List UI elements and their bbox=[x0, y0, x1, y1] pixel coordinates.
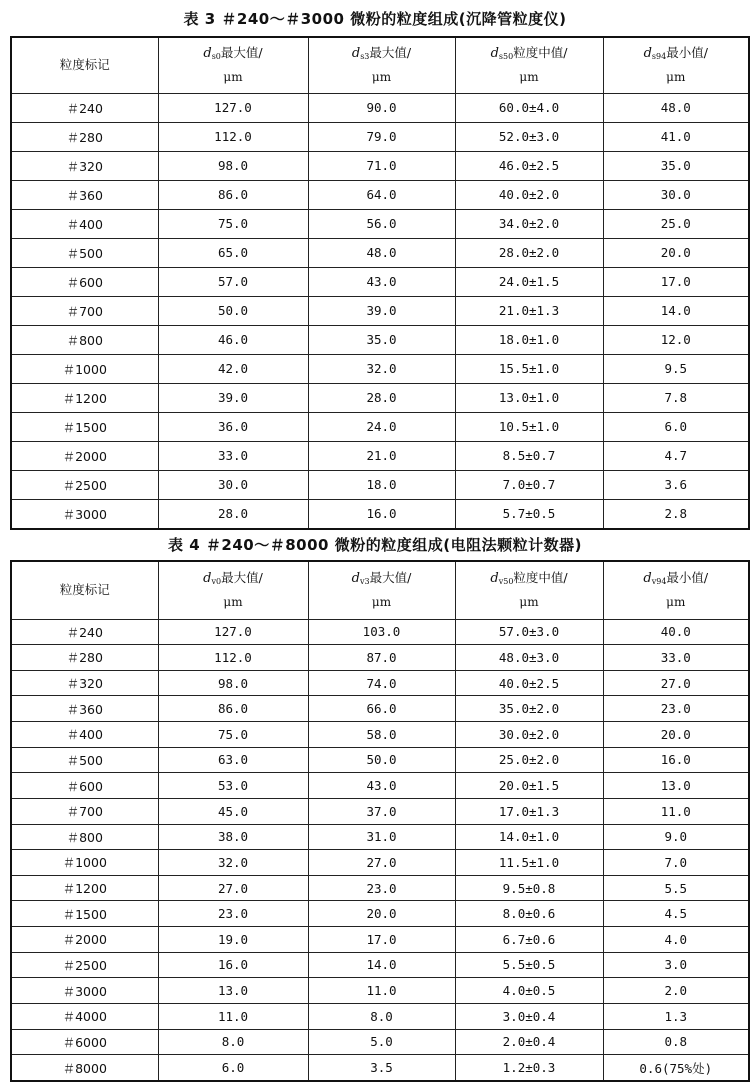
table-row bbox=[11, 850, 749, 876]
header-col-4 bbox=[603, 561, 749, 619]
cell-value: 2.0 bbox=[603, 978, 749, 1004]
cell-value: 5.7±0.5 bbox=[455, 499, 603, 529]
cell-value: 39.0 bbox=[308, 296, 455, 325]
cell-value: 86.0 bbox=[158, 180, 308, 209]
cell-value: 5.5±0.5 bbox=[455, 952, 603, 978]
header-col-1 bbox=[158, 37, 308, 93]
header-label: 粒度中值/ bbox=[513, 570, 568, 586]
cell-value: 16.0 bbox=[158, 952, 308, 978]
cell-value: 7.0±0.7 bbox=[455, 470, 603, 499]
cell-grade-mark: ＃6000 bbox=[11, 1029, 158, 1055]
cell-value: 16.0 bbox=[603, 747, 749, 773]
table-row bbox=[11, 383, 749, 412]
cell-value: 5.5 bbox=[603, 875, 749, 901]
cell-value: 58.0 bbox=[308, 722, 455, 748]
header-label-line bbox=[456, 43, 603, 67]
cell-value: 36.0 bbox=[158, 412, 308, 441]
header-label: 最小值/ bbox=[666, 570, 709, 586]
cell-value: 40.0±2.5 bbox=[455, 670, 603, 696]
cell-value: 11.0 bbox=[603, 798, 749, 824]
cell-value: 4.0 bbox=[603, 927, 749, 953]
table-row bbox=[11, 296, 749, 325]
header-label: 最大值/ bbox=[369, 45, 412, 61]
cell-value: 43.0 bbox=[308, 773, 455, 799]
header-unit: μm bbox=[371, 595, 392, 610]
cell-value: 19.0 bbox=[158, 927, 308, 953]
header-symbol: d bbox=[643, 571, 652, 587]
cell-value: 28.0 bbox=[158, 499, 308, 529]
header-grade-mark: 粒度标记 bbox=[11, 37, 158, 93]
cell-value: 11.5±1.0 bbox=[455, 850, 603, 876]
table3-header-row bbox=[11, 37, 749, 93]
table-row bbox=[11, 151, 749, 180]
cell-value: 40.0 bbox=[603, 619, 749, 645]
cell-value: 98.0 bbox=[158, 670, 308, 696]
cell-grade-mark: ＃240 bbox=[11, 93, 158, 122]
header-unit: μm bbox=[666, 70, 686, 85]
cell-grade-mark: ＃2000 bbox=[11, 927, 158, 953]
cell-value: 4.7 bbox=[603, 441, 749, 470]
header-subscript: v3 bbox=[360, 577, 370, 587]
cell-value: 63.0 bbox=[158, 747, 308, 773]
cell-value: 3.5 bbox=[308, 1055, 455, 1081]
cell-grade-mark: ＃600 bbox=[11, 267, 158, 296]
header-label: 最大值/ bbox=[369, 570, 412, 586]
table-row bbox=[11, 325, 749, 354]
table-row bbox=[11, 1055, 749, 1081]
cell-value: 4.5 bbox=[603, 901, 749, 927]
cell-grade-mark: ＃320 bbox=[11, 151, 158, 180]
cell-value: 11.0 bbox=[308, 978, 455, 1004]
cell-value: 20.0 bbox=[603, 722, 749, 748]
cell-grade-mark: ＃600 bbox=[11, 773, 158, 799]
cell-value: 52.0±3.0 bbox=[455, 122, 603, 151]
cell-grade-mark: ＃800 bbox=[11, 325, 158, 354]
header-unit: μm bbox=[223, 70, 243, 85]
cell-value: 15.5±1.0 bbox=[455, 354, 603, 383]
cell-value: 65.0 bbox=[158, 238, 308, 267]
cell-value: 21.0±1.3 bbox=[455, 296, 603, 325]
header-grade-mark: 粒度标记 bbox=[11, 561, 158, 619]
header-subscript: s3 bbox=[360, 52, 370, 62]
cell-value: 71.0 bbox=[308, 151, 455, 180]
cell-grade-mark: ＃360 bbox=[11, 696, 158, 722]
cell-value: 48.0±3.0 bbox=[455, 645, 603, 671]
cell-value: 90.0 bbox=[308, 93, 455, 122]
cell-value: 32.0 bbox=[158, 850, 308, 876]
header-subscript: v0 bbox=[211, 577, 222, 587]
header-symbol: d bbox=[490, 46, 499, 62]
cell-grade-mark: ＃3000 bbox=[11, 978, 158, 1004]
table-row bbox=[11, 978, 749, 1004]
cell-value: 14.0 bbox=[308, 952, 455, 978]
cell-value: 9.0 bbox=[603, 824, 749, 850]
cell-value: 27.0 bbox=[158, 875, 308, 901]
cell-value: 7.0 bbox=[603, 850, 749, 876]
cell-value: 50.0 bbox=[308, 747, 455, 773]
header-label-line bbox=[159, 43, 308, 67]
table-row bbox=[11, 722, 749, 748]
table-row bbox=[11, 209, 749, 238]
header-label-line bbox=[159, 568, 308, 592]
cell-value: 98.0 bbox=[158, 151, 308, 180]
table-row bbox=[11, 267, 749, 296]
cell-value: 35.0 bbox=[308, 325, 455, 354]
cell-value: 86.0 bbox=[158, 696, 308, 722]
cell-value: 1.3 bbox=[603, 1003, 749, 1029]
table-row bbox=[11, 238, 749, 267]
cell-value: 103.0 bbox=[308, 619, 455, 645]
cell-value: 57.0±3.0 bbox=[455, 619, 603, 645]
header-label-line bbox=[309, 568, 455, 592]
header-unit: μm bbox=[223, 595, 243, 610]
cell-grade-mark: ＃1000 bbox=[11, 354, 158, 383]
table-row bbox=[11, 670, 749, 696]
cell-value: 112.0 bbox=[158, 645, 308, 671]
cell-value: 9.5 bbox=[603, 354, 749, 383]
cell-value: 53.0 bbox=[158, 773, 308, 799]
cell-grade-mark: ＃320 bbox=[11, 670, 158, 696]
header-col-3 bbox=[455, 561, 603, 619]
table-row bbox=[11, 645, 749, 671]
cell-grade-mark: ＃1500 bbox=[11, 901, 158, 927]
header-subscript: v50 bbox=[498, 577, 514, 587]
cell-value: 33.0 bbox=[603, 645, 749, 671]
header-label: 粒度中值/ bbox=[513, 45, 568, 61]
table4-header bbox=[11, 561, 749, 619]
cell-value: 20.0 bbox=[603, 238, 749, 267]
cell-value: 3.6 bbox=[603, 470, 749, 499]
cell-value: 28.0 bbox=[308, 383, 455, 412]
table-row bbox=[11, 122, 749, 151]
table3 bbox=[10, 36, 750, 530]
header-col-3 bbox=[455, 37, 603, 93]
cell-value: 45.0 bbox=[158, 798, 308, 824]
cell-value: 30.0 bbox=[158, 470, 308, 499]
table-row bbox=[11, 180, 749, 209]
header-label-line bbox=[456, 568, 603, 592]
table-row bbox=[11, 412, 749, 441]
cell-grade-mark: ＃280 bbox=[11, 122, 158, 151]
cell-value: 5.0 bbox=[308, 1029, 455, 1055]
cell-grade-mark: ＃3000 bbox=[11, 499, 158, 529]
cell-value: 42.0 bbox=[158, 354, 308, 383]
cell-value: 4.0±0.5 bbox=[455, 978, 603, 1004]
cell-value: 37.0 bbox=[308, 798, 455, 824]
cell-value: 32.0 bbox=[308, 354, 455, 383]
cell-value: 46.0 bbox=[158, 325, 308, 354]
cell-value: 23.0 bbox=[308, 875, 455, 901]
cell-value: 41.0 bbox=[603, 122, 749, 151]
table-row bbox=[11, 901, 749, 927]
cell-value: 57.0 bbox=[158, 267, 308, 296]
cell-grade-mark: ＃240 bbox=[11, 619, 158, 645]
cell-grade-mark: ＃400 bbox=[11, 722, 158, 748]
cell-value: 24.0 bbox=[308, 412, 455, 441]
cell-value: 127.0 bbox=[158, 93, 308, 122]
cell-value: 0.8 bbox=[603, 1029, 749, 1055]
table3-body bbox=[11, 93, 749, 529]
header-symbol: d bbox=[203, 46, 212, 62]
cell-value: 2.0±0.4 bbox=[455, 1029, 603, 1055]
cell-value: 27.0 bbox=[603, 670, 749, 696]
cell-grade-mark: ＃700 bbox=[11, 798, 158, 824]
header-unit: μm bbox=[371, 70, 392, 85]
header-symbol: d bbox=[351, 571, 360, 587]
cell-value: 60.0±4.0 bbox=[455, 93, 603, 122]
header-symbol: d bbox=[351, 46, 361, 62]
cell-value: 127.0 bbox=[158, 619, 308, 645]
cell-value: 21.0 bbox=[308, 441, 455, 470]
cell-grade-mark: ＃360 bbox=[11, 180, 158, 209]
table-row bbox=[11, 619, 749, 645]
cell-grade-mark: ＃2500 bbox=[11, 470, 158, 499]
table4 bbox=[10, 560, 750, 1082]
cell-value: 112.0 bbox=[158, 122, 308, 151]
cell-grade-mark: ＃1500 bbox=[11, 412, 158, 441]
header-symbol: d bbox=[203, 571, 212, 587]
cell-value: 33.0 bbox=[158, 441, 308, 470]
cell-value: 8.0 bbox=[158, 1029, 308, 1055]
header-unit: μm bbox=[519, 70, 539, 85]
cell-value: 14.0 bbox=[603, 296, 749, 325]
cell-value: 39.0 bbox=[158, 383, 308, 412]
table-row bbox=[11, 747, 749, 773]
cell-value: 75.0 bbox=[158, 209, 308, 238]
cell-grade-mark: ＃1200 bbox=[11, 383, 158, 412]
cell-value: 20.0±1.5 bbox=[455, 773, 603, 799]
cell-value: 34.0±2.0 bbox=[455, 209, 603, 238]
table-row bbox=[11, 1003, 749, 1029]
cell-value: 30.0±2.0 bbox=[455, 722, 603, 748]
cell-value: 40.0±2.0 bbox=[455, 180, 603, 209]
table-row bbox=[11, 1029, 749, 1055]
table-row bbox=[11, 798, 749, 824]
cell-value: 6.7±0.6 bbox=[455, 927, 603, 953]
cell-value: 8.0±0.6 bbox=[455, 901, 603, 927]
cell-value: 35.0 bbox=[603, 151, 749, 180]
header-col-1 bbox=[158, 561, 308, 619]
table3-caption: 表 3 ＃240～＃3000 微粉的粒度组成(沉降管粒度仪) bbox=[183, 10, 567, 28]
cell-value: 56.0 bbox=[308, 209, 455, 238]
cell-grade-mark: ＃800 bbox=[11, 824, 158, 850]
cell-value: 8.5±0.7 bbox=[455, 441, 603, 470]
cell-grade-mark: ＃400 bbox=[11, 209, 158, 238]
cell-value: 50.0 bbox=[158, 296, 308, 325]
cell-value: 3.0 bbox=[603, 952, 749, 978]
header-symbol: d bbox=[643, 46, 652, 62]
cell-value: 75.0 bbox=[158, 722, 308, 748]
header-label: 最大值/ bbox=[221, 570, 263, 586]
header-col-4 bbox=[603, 37, 749, 93]
cell-value: 48.0 bbox=[603, 93, 749, 122]
cell-value: 12.0 bbox=[603, 325, 749, 354]
cell-value: 10.5±1.0 bbox=[455, 412, 603, 441]
cell-value: 0.6(75%处) bbox=[603, 1055, 749, 1081]
table4-header-row bbox=[11, 561, 749, 619]
header-unit: μm bbox=[519, 595, 539, 610]
cell-value: 25.0±2.0 bbox=[455, 747, 603, 773]
header-subscript: s94 bbox=[651, 52, 667, 62]
cell-value: 17.0 bbox=[603, 267, 749, 296]
cell-value: 13.0±1.0 bbox=[455, 383, 603, 412]
cell-value: 20.0 bbox=[308, 901, 455, 927]
table-row bbox=[11, 499, 749, 529]
header-label: 最小值/ bbox=[666, 45, 708, 61]
table-row bbox=[11, 696, 749, 722]
table-row bbox=[11, 470, 749, 499]
header-label-line bbox=[604, 43, 749, 67]
header-col-2 bbox=[308, 37, 455, 93]
cell-value: 28.0±2.0 bbox=[455, 238, 603, 267]
cell-grade-mark: ＃500 bbox=[11, 747, 158, 773]
cell-value: 18.0±1.0 bbox=[455, 325, 603, 354]
cell-value: 16.0 bbox=[308, 499, 455, 529]
cell-value: 7.8 bbox=[603, 383, 749, 412]
cell-value: 3.0±0.4 bbox=[455, 1003, 603, 1029]
table4-body bbox=[11, 619, 749, 1081]
cell-value: 38.0 bbox=[158, 824, 308, 850]
header-subscript: v94 bbox=[651, 577, 667, 587]
cell-grade-mark: ＃4000 bbox=[11, 1003, 158, 1029]
cell-value: 23.0 bbox=[603, 696, 749, 722]
cell-value: 9.5±0.8 bbox=[455, 875, 603, 901]
cell-value: 27.0 bbox=[308, 850, 455, 876]
cell-grade-mark: ＃2000 bbox=[11, 441, 158, 470]
table-row bbox=[11, 824, 749, 850]
cell-grade-mark: ＃1000 bbox=[11, 850, 158, 876]
cell-value: 48.0 bbox=[308, 238, 455, 267]
cell-value: 18.0 bbox=[308, 470, 455, 499]
cell-value: 23.0 bbox=[158, 901, 308, 927]
table-row bbox=[11, 927, 749, 953]
cell-value: 11.0 bbox=[158, 1003, 308, 1029]
table-row bbox=[11, 93, 749, 122]
header-symbol: d bbox=[490, 571, 499, 587]
cell-value: 13.0 bbox=[603, 773, 749, 799]
table-row bbox=[11, 875, 749, 901]
cell-value: 17.0±1.3 bbox=[455, 798, 603, 824]
cell-value: 17.0 bbox=[308, 927, 455, 953]
cell-grade-mark: ＃500 bbox=[11, 238, 158, 267]
table-row bbox=[11, 354, 749, 383]
cell-value: 46.0±2.5 bbox=[455, 151, 603, 180]
header-label-line bbox=[604, 568, 749, 592]
header-label-line bbox=[309, 43, 455, 67]
header-subscript: s50 bbox=[498, 52, 514, 62]
table-row bbox=[11, 952, 749, 978]
header-subscript: s0 bbox=[211, 52, 221, 62]
cell-value: 24.0±1.5 bbox=[455, 267, 603, 296]
cell-value: 64.0 bbox=[308, 180, 455, 209]
cell-value: 8.0 bbox=[308, 1003, 455, 1029]
cell-value: 25.0 bbox=[603, 209, 749, 238]
cell-value: 14.0±1.0 bbox=[455, 824, 603, 850]
cell-grade-mark: ＃1200 bbox=[11, 875, 158, 901]
table4-caption: 表 4 ＃240～＃8000 微粉的粒度组成(电阻法颗粒计数器) bbox=[168, 536, 582, 554]
cell-value: 79.0 bbox=[308, 122, 455, 151]
cell-grade-mark: ＃700 bbox=[11, 296, 158, 325]
cell-value: 74.0 bbox=[308, 670, 455, 696]
cell-value: 6.0 bbox=[158, 1055, 308, 1081]
header-col-2 bbox=[308, 561, 455, 619]
cell-value: 1.2±0.3 bbox=[455, 1055, 603, 1081]
header-unit: μm bbox=[666, 595, 686, 610]
table-row bbox=[11, 441, 749, 470]
cell-value: 13.0 bbox=[158, 978, 308, 1004]
cell-grade-mark: ＃280 bbox=[11, 645, 158, 671]
cell-value: 2.8 bbox=[603, 499, 749, 529]
table-row bbox=[11, 773, 749, 799]
cell-value: 35.0±2.0 bbox=[455, 696, 603, 722]
header-label: 最大值/ bbox=[220, 45, 263, 61]
cell-value: 31.0 bbox=[308, 824, 455, 850]
table3-header bbox=[11, 37, 749, 93]
cell-value: 66.0 bbox=[308, 696, 455, 722]
cell-value: 87.0 bbox=[308, 645, 455, 671]
cell-grade-mark: ＃2500 bbox=[11, 952, 158, 978]
cell-value: 30.0 bbox=[603, 180, 749, 209]
cell-value: 43.0 bbox=[308, 267, 455, 296]
cell-grade-mark: ＃8000 bbox=[11, 1055, 158, 1081]
cell-value: 6.0 bbox=[603, 412, 749, 441]
